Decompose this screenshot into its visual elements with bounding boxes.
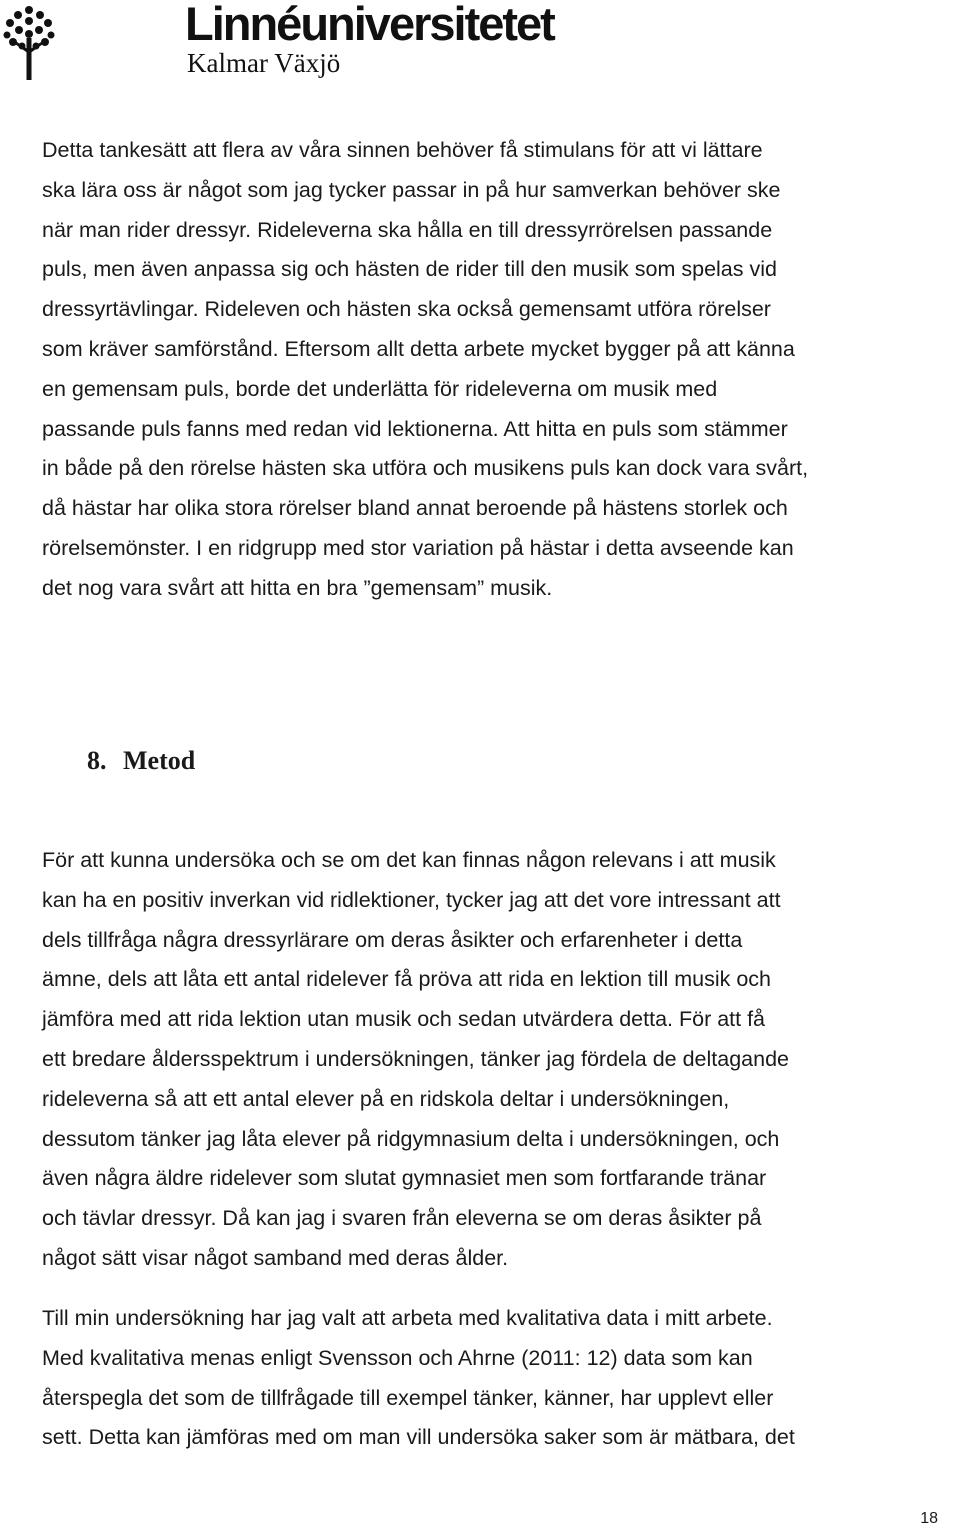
text-line: Till min undersökning har jag valt att arbeta med kvalitativa data i mitt arbete. [42,1306,773,1330]
text-line: Med kvalitativa menas enligt Svensson och Ahrne (2011: 12) data som kan [42,1345,753,1370]
text-line: ett bredare åldersspektrum i undersökningen, tänker jag fördela de deltagande [42,1046,790,1071]
text-line: in både på den rörelse hästen ska utföra och musikens puls kan dock vara svårt, [42,456,809,481]
logo-wordmark: Linnéuniversitetet [185,0,554,50]
paragraph-method [42,841,960,1279]
text-line: rideleverna så att ett antal elever på en ridskola deltar i undersökningen, [42,1086,730,1111]
text-line: när man rider dressyr. Rideleverna ska hålla en till dressyrrörelsen passande [42,217,773,242]
logo-cities: Kalmar Växjö [187,48,341,78]
text-line: återspegla det som de tillfrågade till exempel tänker, känner, har upplevt eller [42,1385,774,1410]
text-line: dels tillfråga några dressyrlärare om deras åsikter och erfarenheter i detta [42,927,743,952]
text-line: det nog vara svårt att hitta en bra ”gemensam” musik. [42,575,553,600]
text-line: passande puls fanns med redan vid lektionerna. Att hitta en puls som stämmer [42,416,788,441]
section-number: 8. [87,746,107,775]
tree-icon [2,4,56,80]
page-number: 18 [920,1510,938,1527]
text-line: puls, men även anpassa sig och hästen de rider till den musik som spelas vid [42,257,777,282]
paragraph-intro [42,131,960,609]
text-line: då hästar har olika stora rörelser bland annat beroende på hästens storlek och [42,496,788,521]
text-line: sett. Detta kan jämföras med om man vill undersöka saker som är mätbara, det [42,1425,795,1450]
text-line: och tävlar dressyr. Då kan jag i svaren från eleverna se om deras åsikter på [42,1206,762,1231]
text-line: även några äldre ridelever som slutat gymnasiet men som fortfarande tränar [42,1166,767,1191]
text-line: jämföra med att rida lektion utan musik och sedan utvärdera detta. För att få [42,1007,766,1032]
section-title: Metod [123,746,196,775]
text-line: som kräver samförstånd. Eftersom allt detta arbete mycket bygger på att känna [42,336,795,361]
paragraph-qualitative [42,1299,960,1458]
text-line: en gemensam puls, borde det underlätta för rideleverna om musik med [42,376,718,401]
section-heading [87,744,195,778]
text-line: kan ha en positiv inverkan vid ridlektioner, tycker jag att det vore intressant att [42,887,781,912]
text-line: dessutom tänker jag låta elever på ridgymnasium delta i undersökningen, och [42,1126,780,1151]
text-line: ämne, dels att låta ett antal ridelever få pröva att rida en lektion till musik och [42,967,771,992]
text-line: ska lära oss är något som jag tycker passar in på hur samverkan behöver ske [42,177,781,202]
text-line: Detta tankesätt att flera av våra sinnen behöver få stimulans för att vi lättare [42,138,763,162]
page-header [0,0,960,90]
text-line: För att kunna undersöka och se om det kan finnas någon relevans i att musik [42,848,776,872]
text-line: något sätt visar något samband med deras ålder. [42,1245,509,1270]
text-line: rörelsemönster. I en ridgrupp med stor variation på hästar i detta avseende kan [42,535,794,560]
text-line: dressyrtävlingar. Rideleven och hästen ska också gemensamt utföra rörelser [42,297,771,322]
